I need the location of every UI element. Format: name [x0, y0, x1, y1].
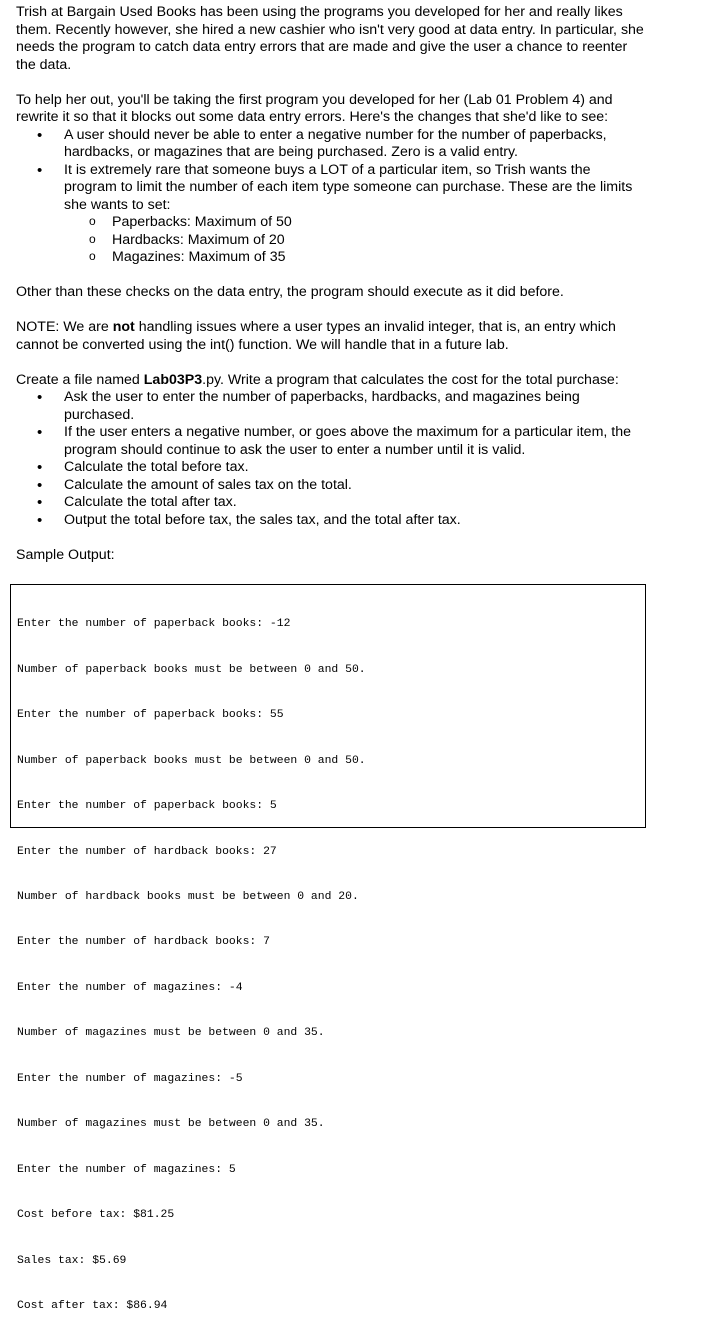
sample-output-label: Sample Output: — [16, 546, 115, 563]
step-item: • Ask the user to enter the number of paperbacks, hardbacks, and magazines being purchased. — [16, 389, 646, 424]
output-line: Enter the number of hardback books: 7 — [17, 936, 270, 949]
output-line: Enter the number of paperback books: 5 — [17, 800, 277, 813]
step-item: • Calculate the amount of sales tax on the total. — [16, 477, 646, 495]
output-line: Number of paperback books must be between 0 and 50. — [17, 663, 366, 676]
create-paragraph — [16, 372, 646, 390]
intro-paragraph: Trish at Bargain Used Books has been using the programs you developed for her and really likes them. Recently however, she hired a new cashier who isn't very good at data entry. In particular, she needs the program to catch data entry errors that are made and give the user a chance to reenter the data. — [16, 4, 644, 73]
limits-list — [64, 214, 646, 267]
note-paragraph — [16, 319, 646, 354]
steps-list — [16, 389, 646, 529]
document-body — [16, 4, 646, 564]
output-line: Cost after tax: $86.94 — [17, 1300, 168, 1313]
other-paragraph: Other than these checks on the data entry, the program should execute as it did before. — [16, 284, 564, 300]
output-line: Number of magazines must be between 0 and 35. — [17, 1118, 325, 1131]
output-line: Enter the number of hardback books: 27 — [17, 845, 277, 858]
note-text-end: handling issues where a user types an invalid integer, that is, an entry which cannot be converted using the int() function. We will handle that in a future lab. — [16, 319, 616, 353]
requirements-list — [16, 127, 646, 267]
help-paragraph: To help her out, you'll be taking the first program you developed for her (Lab 01 Problem 4) and rewrite it so that it blocks out some data entry errors. Here's the changes that she'd like to see: — [16, 91, 613, 125]
limit-item: o Paperbacks: Maximum of 50 — [64, 214, 646, 232]
output-line: Number of magazines must be between 0 and 35. — [17, 1027, 325, 1040]
output-line: Cost before tax: $81.25 — [17, 1209, 175, 1222]
create-text-end: .py. Write a program that calculates the cost for the total purchase: — [202, 371, 619, 388]
note-emphasis: not — [112, 319, 135, 335]
output-line: Enter the number of paperback books: 55 — [17, 709, 284, 722]
spacer — [16, 354, 646, 372]
output-line: Enter the number of paperback books: -12 — [17, 618, 291, 631]
output-line: Enter the number of magazines: -5 — [17, 1072, 243, 1085]
spacer — [16, 302, 646, 320]
output-line: Number of hardback books must be between 0 and 20. — [17, 891, 359, 904]
step-item: • Calculate the total before tax. — [16, 459, 646, 477]
output-line: Sales tax: $5.69 — [17, 1254, 127, 1267]
limit-item: o Hardbacks: Maximum of 20 — [64, 232, 646, 250]
output-line: Number of paperback books must be between 0 and 50. — [17, 754, 366, 767]
spacer — [16, 74, 646, 92]
step-item: • If the user enters a negative number, or goes above the maximum for a particular item, the program should continue to ask the user to enter a number until it is valid. — [16, 424, 646, 459]
requirement-text: It is extremely rare that someone buys a LOT of a particular item, so Trish wants the program to limit the number of each item type someone can purchase. These are the limits she wants to set: — [64, 161, 633, 213]
limit-item: o Magazines: Maximum of 35 — [64, 249, 646, 267]
step-item: • Output the total before tax, the sales tax, and the total after tax. — [16, 512, 646, 530]
step-item: • Calculate the total after tax. — [16, 494, 646, 512]
filename: Lab03P3 — [143, 371, 203, 388]
output-line: Enter the number of magazines: 5 — [17, 1163, 236, 1176]
note-text-start: NOTE: We are — [16, 319, 113, 335]
output-line: Enter the number of magazines: -4 — [17, 981, 243, 994]
requirement-item — [16, 162, 646, 267]
requirement-item: • A user should never be able to enter a negative number for the number of paperbacks, hardbacks, or magazines that are being purchased. Zero is a valid entry. — [16, 127, 646, 162]
spacer — [16, 529, 646, 547]
create-text-start: Create a file named — [16, 371, 144, 388]
spacer — [16, 267, 646, 285]
sample-output-box — [10, 584, 646, 1313]
